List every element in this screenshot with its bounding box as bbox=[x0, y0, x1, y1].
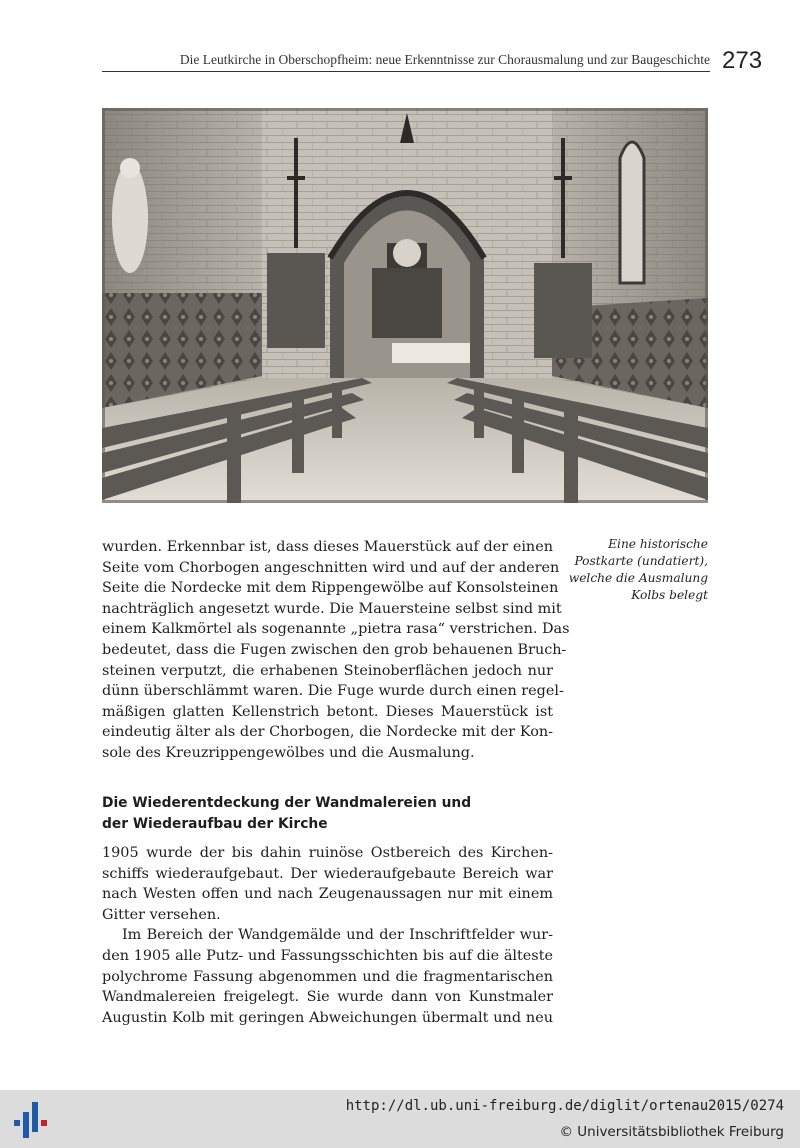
text-line: dünn überschlämmt waren. Die Fuge wurde durch einen regel- bbox=[102, 683, 564, 700]
text-line: einem Kalkmörtel als sogenannte „pietra rasa“ verstrichen. Das bbox=[102, 621, 570, 638]
text-line: sole des Kreuzrippengewölbes und die Ausmalung. bbox=[102, 744, 475, 761]
caption-line: Postkarte (undatiert), bbox=[574, 554, 708, 568]
text-line: bedeutet, dass die Fugen zwischen den grob behauenen Bruch- bbox=[102, 641, 567, 658]
figure-caption bbox=[560, 536, 708, 604]
heading-line: der Wiederaufbau der Kirche bbox=[102, 816, 328, 832]
text-line: Augustin Kolb mit geringen Abweichungen übermalt und neu bbox=[102, 1009, 553, 1026]
paragraph-2 bbox=[102, 843, 553, 1028]
text-line: Seite die Nordecke mit dem Rippengewölbe auf Konsolsteinen bbox=[102, 580, 559, 597]
running-title: Die Leutkirche in Oberschopfheim: neue Erkenntnisse zur Chorausmalung und zur Baugeschichte bbox=[102, 50, 710, 72]
text-line: steinen verputzt, die erhabenen Steinoberflächen jedoch nur bbox=[102, 662, 553, 679]
text-line: Im Bereich der Wandgemälde und der Inschriftfelder wur- bbox=[122, 927, 553, 944]
text-line: eindeutig älter als der Chorbogen, die Nordecke mit der Kon- bbox=[102, 724, 553, 741]
text-line: polychrome Fassung abgenommen und die fragmentarischen bbox=[102, 968, 553, 985]
page-number: 273 bbox=[722, 47, 763, 74]
text-line: schiffs wiederaufgebaut. Der wiederaufgebaute Bereich war bbox=[102, 865, 553, 882]
copyright-text: © Universitätsbibliothek Freiburg bbox=[559, 1124, 784, 1140]
text-line: Wandmalereien freigelegt. Sie wurde dann von Kunstmaler bbox=[102, 989, 553, 1006]
text-line: nach Westen offen und nach Zeugenaussagen nur mit einem bbox=[102, 886, 553, 903]
heading-line: Die Wiederentdeckung der Wandmalereien und bbox=[102, 795, 472, 811]
text-line: nachträglich angesetzt wurde. Die Mauersteine selbst sind mit bbox=[102, 600, 562, 617]
paragraph-1 bbox=[102, 537, 570, 764]
source-url-link[interactable]: http://dl.ub.uni-freiburg.de/diglit/ortenau2015/0274 bbox=[345, 1098, 784, 1114]
text-line: wurden. Erkennbar ist, dass dieses Mauerstück auf der einen bbox=[102, 539, 553, 555]
text-line: Gitter versehen. bbox=[102, 906, 221, 923]
section-heading bbox=[102, 793, 553, 835]
caption-line: Kolbs belegt bbox=[631, 588, 708, 602]
historic-postcard-photo bbox=[102, 108, 708, 503]
ub-freiburg-logo-icon bbox=[12, 1100, 52, 1140]
library-footer bbox=[0, 1090, 800, 1148]
caption-line: Eine historische bbox=[608, 537, 708, 551]
text-line: 1905 wurde der bis dahin ruinöse Ostbereich des Kirchen- bbox=[102, 845, 553, 861]
caption-line: welche die Ausmalung bbox=[568, 571, 708, 585]
text-line: den 1905 alle Putz- und Fassungsschichten bis auf die älteste bbox=[102, 947, 553, 964]
church-interior-image bbox=[102, 108, 708, 503]
text-line: mäßigen glatten Kellenstrich betont. Dieses Mauerstück ist bbox=[102, 703, 553, 720]
text-line: Seite vom Chorbogen angeschnitten wird und auf der anderen bbox=[102, 559, 560, 576]
